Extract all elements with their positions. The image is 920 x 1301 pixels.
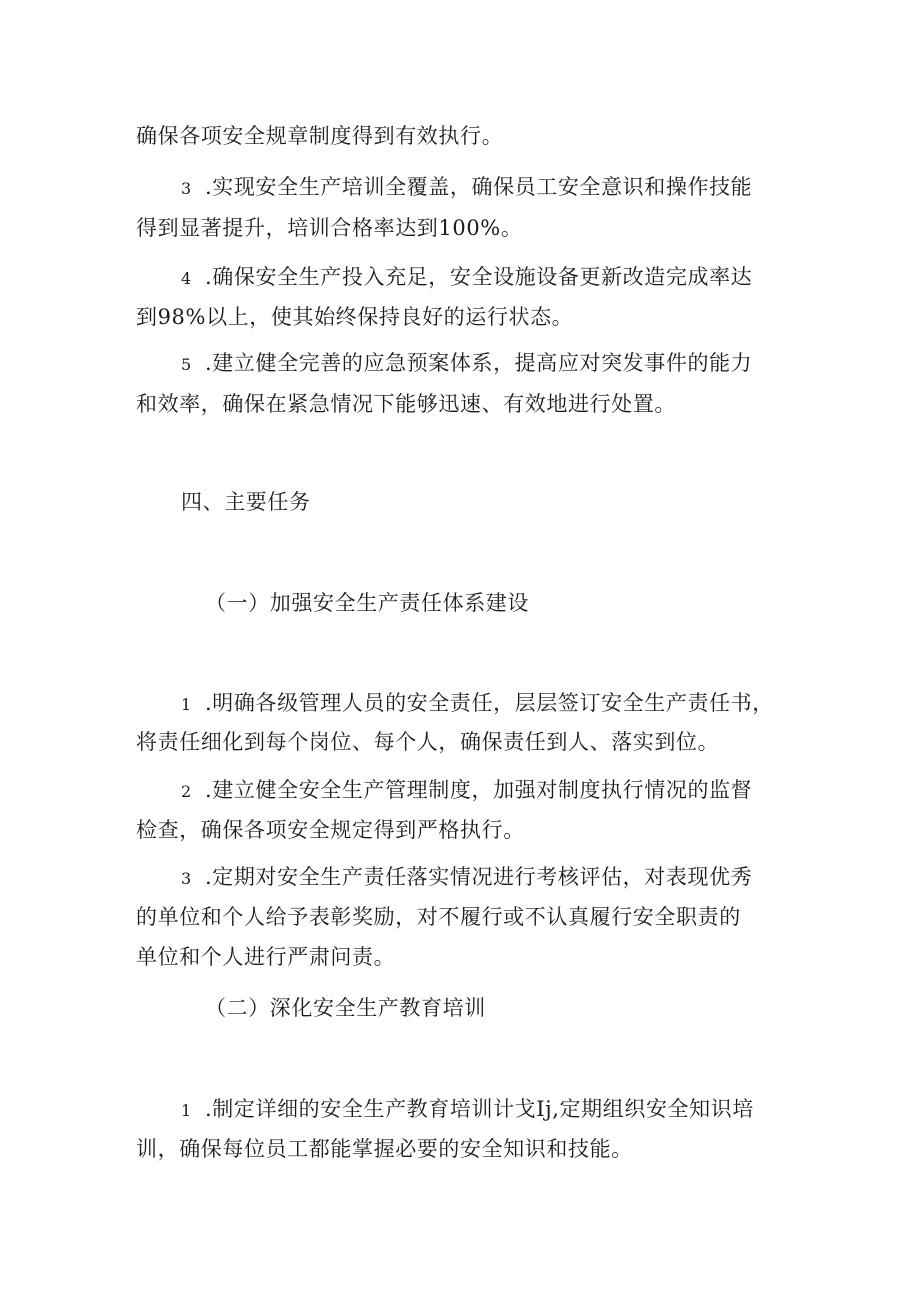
goal-5-line2: 和效率，确保在紧急情况下能够迅速、有效地进行处置。 [136, 392, 676, 416]
task-1-1-number: 1 [181, 695, 192, 714]
goal-5-number: 5 [181, 355, 192, 374]
goal-3-text-1: .实现安全生产培训全覆盖，确保员工安全意识和操作技能 [205, 175, 753, 199]
task-1-3-line2: 的单位和个人给予表彰奖励，对不履行或不认真履行安全职责的 [136, 905, 741, 929]
task-1-2-line1 [181, 775, 752, 807]
task-1-3-line3: 单位和个人进行严肃问责。 [136, 945, 396, 969]
goal-3-line1 [181, 172, 752, 204]
goal-4-line2: 到98%以上，使其始终保持良好的运行状态。 [136, 305, 574, 329]
goal-3-line2: 得到显著提升，培训合格率达到100%。 [136, 216, 523, 240]
task-1-1-line2: 将责任细化到每个岗位、每个人，确保责任到人、落实到位。 [136, 730, 720, 754]
task-2-1-line1 [181, 1094, 754, 1126]
task-2-1-number: 1 [181, 1101, 192, 1120]
goal-4-line1 [181, 262, 752, 294]
goal-4-text-1: .确保安全生产投入充足，安全设施设备更新改造完成率达 [205, 265, 753, 289]
subsection-1-title: （一）加强安全生产责任体系建设 [205, 591, 529, 615]
goal-5-text-1: .建立健全完善的应急预案体系，提高应对突发事件的能力 [205, 351, 753, 375]
task-1-2-text-1: .建立健全安全生产管理制度，加强对制度执行情况的监督 [205, 778, 753, 802]
task-1-3-text-1: .定期对安全生产责任落实情况进行考核评估，对表现优秀 [205, 865, 753, 889]
section-heading: 四、主要任务 [181, 490, 311, 514]
task-1-3-line1 [181, 862, 752, 894]
task-2-1-text-1: .制定详细的安全生产教育培训计戈Ij,定期组织安全知识培 [205, 1097, 754, 1121]
subsection-2-title: （二）深化安全生产教育培训 [205, 996, 486, 1020]
task-1-1-text-1: .明确各级管理人员的安全责任，层层签订安全生产责任书， [205, 691, 774, 715]
goal-3-number: 3 [181, 179, 192, 198]
goal-4-number: 4 [181, 269, 192, 288]
task-1-1-line1 [181, 688, 774, 720]
goal-5-line1 [181, 348, 752, 380]
task-1-2-line2: 检查，确保各项安全规定得到严格执行。 [136, 818, 525, 842]
task-1-3-number: 3 [181, 869, 192, 888]
intro-tail-line: 确保各项安全规章制度得到有效执行。 [136, 124, 504, 148]
task-1-2-number: 2 [181, 782, 192, 801]
task-2-1-line2: 训，确保每位员工都能掌握必要的安全知识和技能。 [136, 1137, 633, 1161]
